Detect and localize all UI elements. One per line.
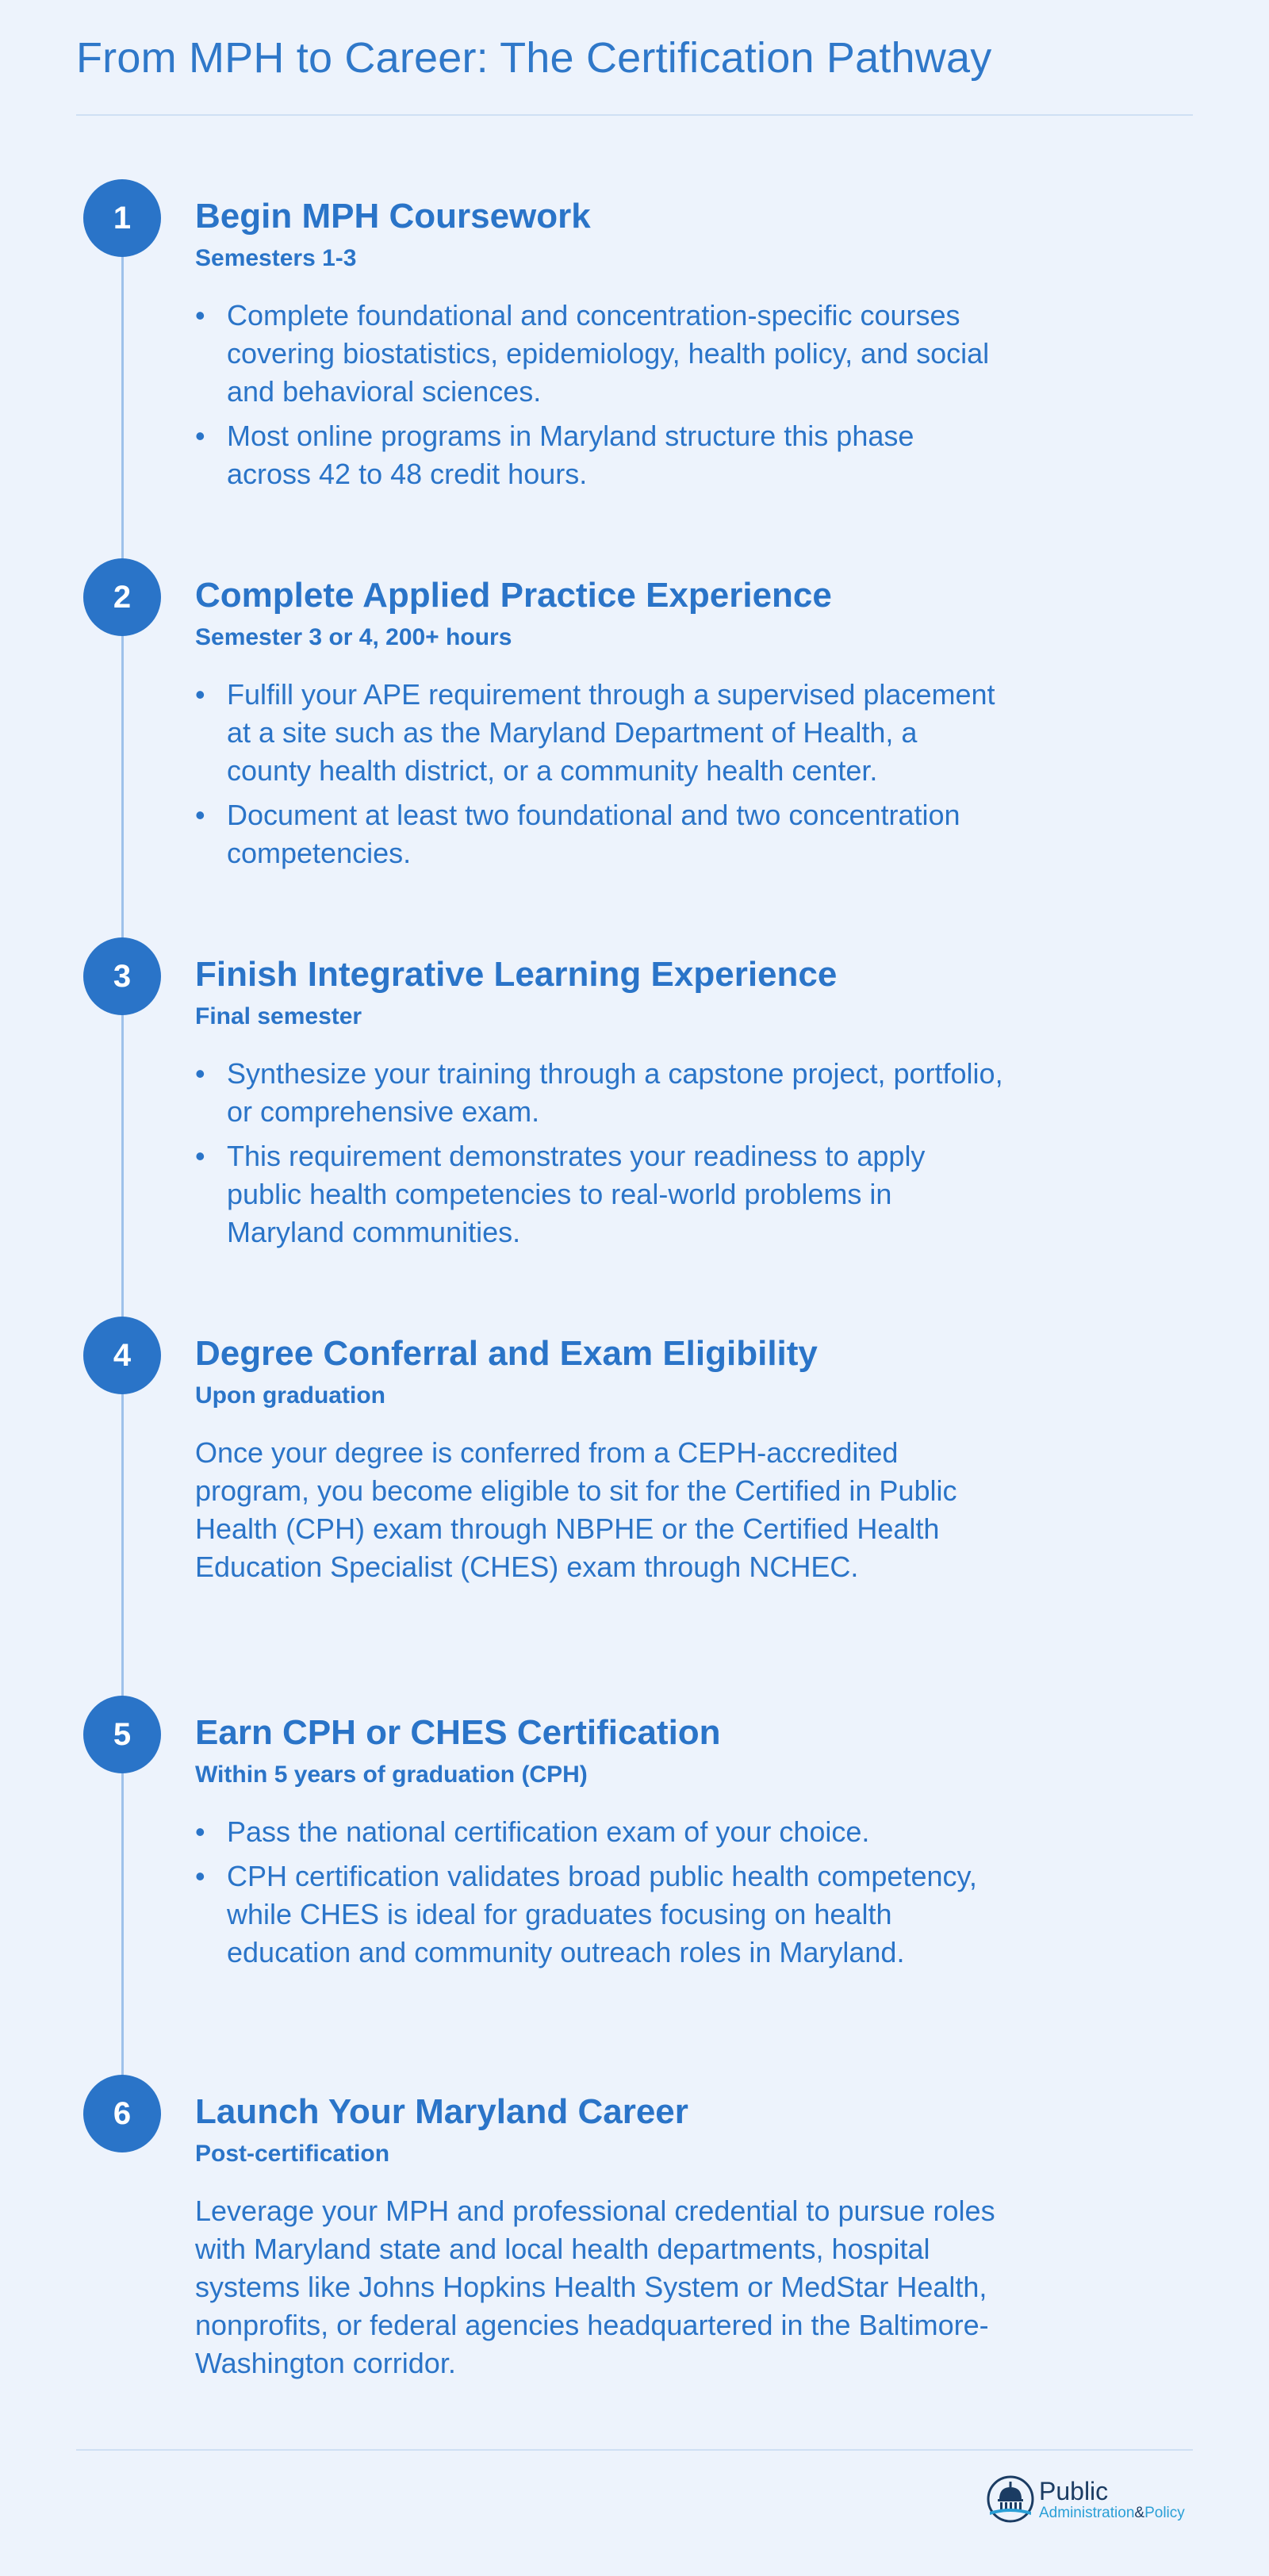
logo-word: Public <box>1039 2476 1109 2505</box>
bullet-text: Document at least two foundational and two concentration competencies. <box>227 799 960 869</box>
bullet-icon: • <box>195 1057 205 1090</box>
bullet-icon: • <box>195 1860 205 1892</box>
list-item <box>195 1857 1004 1972</box>
bullet-icon: • <box>195 1815 205 1848</box>
step-title: Launch Your Maryland Career <box>195 2092 688 2131</box>
timeline-connector <box>121 217 124 2105</box>
step-title: Begin MPH Coursework <box>195 197 591 236</box>
bullet-text: Synthesize your training through a capstone project, portfolio, or comprehensive exam. <box>227 1057 1003 1128</box>
step-bullet-list <box>195 1813 1004 1972</box>
step-title: Finish Integrative Learning Experience <box>195 955 838 994</box>
step-bullet-list <box>195 676 1004 872</box>
list-item <box>195 297 1004 411</box>
step-description: Leverage your MPH and professional credential to pursue roles with Maryland state and local health departments, hospital systems like Johns Hopkins Health System or MedStar Health, nonprofits, or federal agencies headquartered in the Baltimore-Washington corridor. <box>195 2195 995 2379</box>
step-number-badge: 4 <box>83 1317 161 1394</box>
bullet-icon: • <box>195 1140 205 1172</box>
bullet-text: Complete foundational and concentration-specific courses covering biostatistics, epidemiology, health policy, and social and behavioral sciences. <box>227 299 990 408</box>
step-number-badge: 5 <box>83 1696 161 1773</box>
step-title: Degree Conferral and Exam Eligibility <box>195 1334 818 1373</box>
list-item <box>195 1813 1004 1851</box>
bullet-icon: • <box>195 678 205 711</box>
step-description: Once your degree is conferred from a CEPH-accredited program, you become eligible to sit for the Certified in Public Health (CPH) exam through NBPHE or the Certified Health Education Specialist (CHES) exam through NCHEC. <box>195 1436 957 1583</box>
bullet-text: CPH certification validates broad public health competency, while CHES is ideal for graduates focusing on health education and community outreach roles in Maryland. <box>227 1860 977 1968</box>
footer-divider <box>76 2449 1193 2451</box>
step-bullet-list <box>195 297 1004 493</box>
list-item <box>195 417 1004 493</box>
step-subtitle: Post-certification <box>195 2141 390 2167</box>
step-number-badge: 2 <box>83 558 161 636</box>
page-title: From MPH to Career: The Certification Pathway <box>76 34 992 82</box>
bullet-text: Most online programs in Maryland structure this phase across 42 to 48 credit hours. <box>227 420 914 490</box>
bullet-icon: • <box>195 420 205 452</box>
step-title: Earn CPH or CHES Certification <box>195 1713 721 1752</box>
list-item <box>195 796 1004 872</box>
step-number-badge: 3 <box>83 937 161 1015</box>
brand-logo <box>987 2471 1193 2527</box>
logo-sub-right: Policy <box>1144 2504 1185 2521</box>
step-content <box>195 2091 1004 2382</box>
logo-sub-left: Administration <box>1039 2504 1135 2521</box>
list-item <box>195 1055 1004 1131</box>
step-subtitle: Within 5 years of graduation (CPH) <box>195 1761 588 1788</box>
logo-ampersand: & <box>1134 2504 1145 2521</box>
step-number-badge: 6 <box>83 2075 161 2152</box>
step-content <box>195 1712 1004 1978</box>
step-bullet-list <box>195 1055 1004 1252</box>
step-subtitle: Upon graduation <box>195 1382 385 1409</box>
step-content <box>195 953 1004 1258</box>
step-title: Complete Applied Practice Experience <box>195 576 832 615</box>
step-content <box>195 1332 1004 1586</box>
bullet-text: This requirement demonstrates your readiness to apply public health competencies to real-world problems in Maryland communities. <box>227 1140 926 1248</box>
capitol-dome-icon <box>987 2475 1034 2523</box>
step-subtitle: Final semester <box>195 1003 362 1029</box>
bullet-text: Fulfill your APE requirement through a supervised placement at a site such as the Maryland Department of Health, a county health district, or a community health center. <box>227 678 995 787</box>
step-subtitle: Semesters 1-3 <box>195 245 357 271</box>
step-content <box>195 195 1004 500</box>
step-number-badge: 1 <box>83 179 161 257</box>
header-divider <box>76 114 1193 116</box>
list-item <box>195 1137 1004 1252</box>
logo-subtitle <box>1039 2505 1185 2520</box>
list-item <box>195 676 1004 790</box>
bullet-icon: • <box>195 799 205 831</box>
step-content <box>195 574 1004 879</box>
bullet-icon: • <box>195 299 205 332</box>
bullet-text: Pass the national certification exam of your choice. <box>227 1815 870 1848</box>
logo-wordmark <box>1039 2478 1185 2520</box>
step-subtitle: Semester 3 or 4, 200+ hours <box>195 624 512 650</box>
